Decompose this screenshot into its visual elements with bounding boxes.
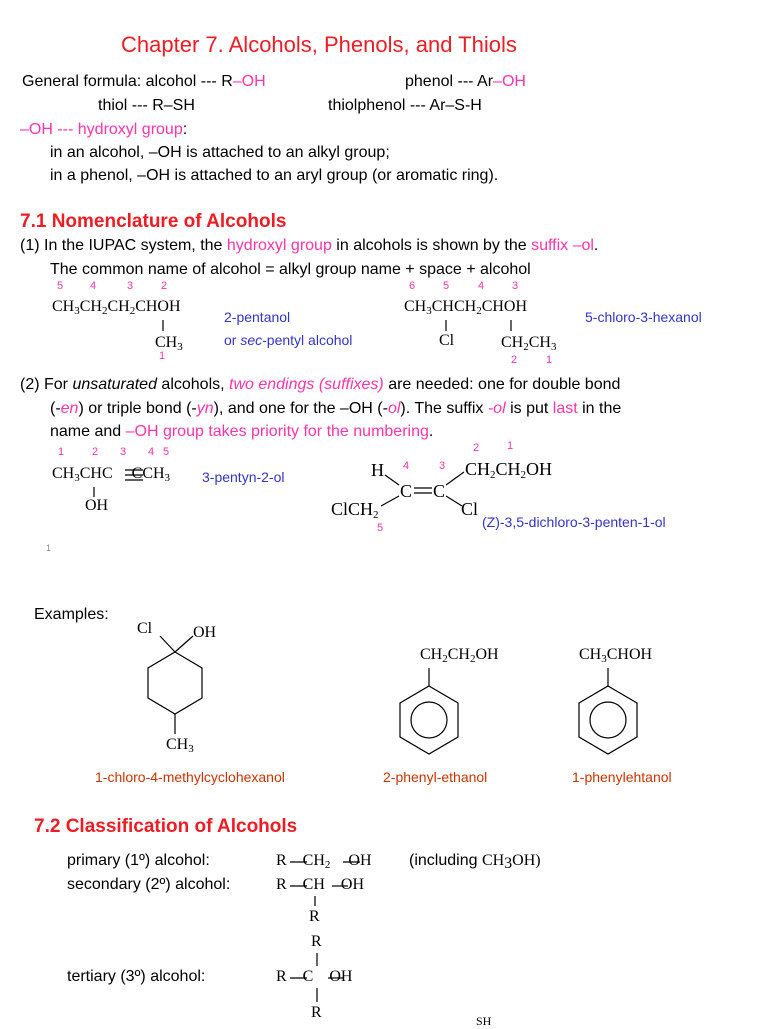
carbon-number: 2 xyxy=(473,442,480,454)
rule-2-line-3: name and –OH group takes priority for the numbering. xyxy=(50,423,434,440)
hydroxyl-substituent: OH xyxy=(85,497,109,514)
general-formula-thiol: thiol --- R–SH xyxy=(98,97,195,114)
primary-alcohol-formula: R $CH_2$ OH xyxy=(276,852,372,871)
tertiary-alcohol-label: tertiary (3º) alcohol: xyxy=(67,968,206,985)
secondary-r-substituent: R xyxy=(309,908,320,925)
carbon-number: 5 xyxy=(57,280,64,292)
page-title: Chapter 7. Alcohols, Phenols, and Thiols xyxy=(121,32,517,57)
general-formula-thiolphenol: thiolphenol --- Ar–S-H xyxy=(328,97,482,114)
structure-5-chloro-3-hexanol-chain: $CH_3CHCH_2CHOH$ xyxy=(404,298,528,317)
hydroxyl-group-definition: –OH --- hydroxyl group: xyxy=(20,121,188,138)
rule-2-line-1: (2) For unsaturated alcohols, two endings (suffixes) are needed: one for double bond xyxy=(20,376,621,393)
compound-name: 2-phenyl-ethanol xyxy=(383,769,488,785)
rule-1-line-1: (1) In the IUPAC system, the hydroxyl group in alcohols is shown by the suffix –ol. xyxy=(20,237,599,254)
carbon-number: 1 xyxy=(546,354,553,366)
carbon-number: 3 xyxy=(120,446,127,458)
chloro-substituent: Cl xyxy=(461,499,479,519)
compound-name: 3-pentyn-2-ol xyxy=(202,469,285,485)
carbon-number: 1 xyxy=(58,446,65,458)
hydroxyl-substituent: OH xyxy=(193,624,217,641)
tertiary-r-top: R xyxy=(311,933,322,950)
carbon-number: 4 xyxy=(90,280,97,292)
methyl-substituent: $CH_3$ xyxy=(166,736,194,755)
secondary-alcohol-formula: R CH OH xyxy=(276,876,365,893)
compound-name: (Z)-3,5-dichloro-3-penten-1-ol xyxy=(482,514,666,530)
rule-1-line-2: The common name of alcohol = alkyl group name + space + alcohol xyxy=(50,261,531,278)
alkene-carbon: C xyxy=(433,481,446,501)
carbon-number: 6 xyxy=(409,280,416,292)
chloro-substituent: Cl xyxy=(439,332,455,349)
carbon-number: 3 xyxy=(127,280,134,292)
alcohol-description: in an alcohol, –OH is attached to an alkyl group; xyxy=(50,144,390,161)
structure-2-pentanol-chain: $CH_3CH_2CH_2CHOH$ xyxy=(52,298,181,317)
compound-name: 5-chloro-3-hexanol xyxy=(585,309,702,325)
carbon-number: 2 xyxy=(92,446,99,458)
carbon-number: 5 xyxy=(443,280,450,292)
secondary-alcohol-label: secondary (2º) alcohol: xyxy=(67,876,231,893)
hydroxyethyl-formula: $CH_3CHOH$ xyxy=(579,646,653,665)
general-formula-phenol: phenol --- Ar–OH xyxy=(405,73,526,90)
carbon-number: 3 xyxy=(439,460,446,472)
hydroxyethyl-substituent: $CH_2CH_2OH$ xyxy=(465,459,553,481)
compound-common-name: or sec-pentyl alcohol xyxy=(224,332,353,348)
ethyl-substituent: $CH_2CH_3$ xyxy=(501,334,557,353)
carbon-number: 1 xyxy=(507,440,514,452)
page-number: 1 xyxy=(46,543,52,553)
tertiary-r-bottom: R xyxy=(311,1004,322,1021)
rule-2-line-2: (-en) or triple bond (-yn), and one for the –OH (-ol). The suffix -ol is put last in the xyxy=(50,400,622,417)
methyl-substituent: $CH_3$ xyxy=(155,334,183,353)
primary-alcohol-label: primary (1º) alcohol: xyxy=(67,852,210,869)
phenol-description: in a phenol, –OH is attached to an aryl group (or aromatic ring). xyxy=(50,167,499,184)
carbon-number: 5 xyxy=(377,522,384,534)
carbon-number: 3 xyxy=(512,280,519,292)
carbon-number: 2 xyxy=(161,280,168,292)
primary-alcohol-note: (including $CH_3OH$) xyxy=(409,852,541,872)
compound-name: 1-chloro-4-methylcyclohexanol xyxy=(95,769,285,785)
structure-3-pentyn-2-ol-chain: $CH_3CHC$ $CCH_3$ xyxy=(52,465,171,484)
carbon-number: 4 xyxy=(478,280,485,292)
hydrogen-atom: H xyxy=(371,460,384,480)
general-formula-alcohol: General formula: alcohol --- R–OH xyxy=(22,73,266,90)
carbon-number: 4 xyxy=(403,460,410,472)
examples-label: Examples: xyxy=(34,606,109,623)
alkene-carbon: C xyxy=(400,481,413,501)
chloromethyl-substituent: ClCH$_2$ xyxy=(331,499,379,521)
cut-off-text: SH xyxy=(476,1014,492,1028)
tertiary-alcohol-formula: R C OH xyxy=(276,968,353,985)
carbon-number: 5 xyxy=(163,446,170,458)
carbon-number: 1 xyxy=(159,350,166,362)
carbon-number: 4 xyxy=(148,446,155,458)
section-heading-classification: 7.2 Classification of Alcohols xyxy=(34,816,298,837)
carbon-number: 2 xyxy=(511,354,518,366)
compound-name: 1-phenylehtanol xyxy=(572,769,672,785)
compound-name: 2-pentanol xyxy=(224,309,291,325)
section-heading-nomenclature: 7.1 Nomenclature of Alcohols xyxy=(20,211,287,232)
phenylethyl-formula: $CH_2CH_2OH$ xyxy=(420,646,499,665)
chloro-substituent: Cl xyxy=(137,620,153,637)
